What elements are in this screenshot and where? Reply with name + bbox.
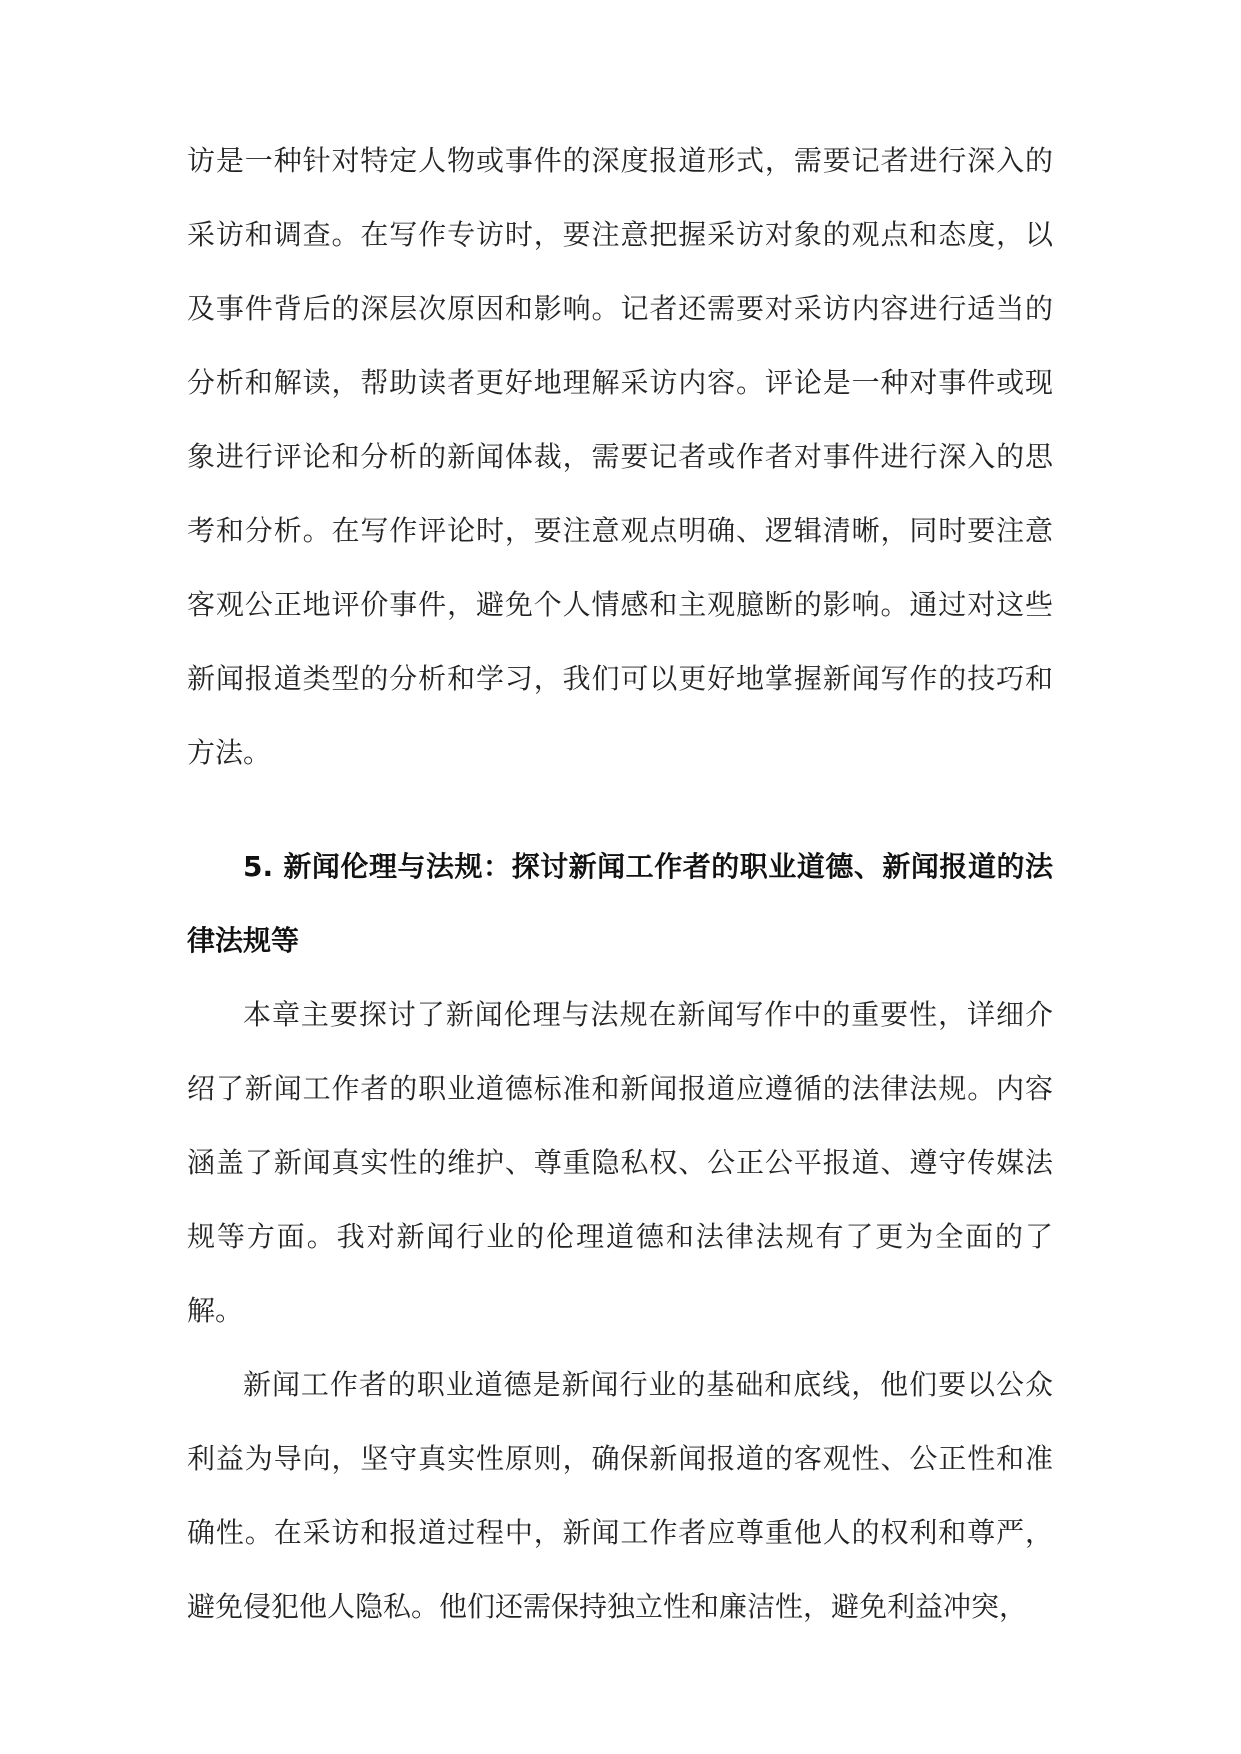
paragraph-continuation: 访是一种针对特定人物或事件的深度报道形式，需要记者进行深入的采访和调查。在写作专访时，要注意把握采访对象的观点和态度，以及事件背后的深层次原因和影响。记者还需要对采访内容进行适当的分析和解读，帮助读者更好地理解采访内容。评论是一种对事件或现象进行评论和分析的新闻体裁，需要记者或作者对事件进行深入的思考和分析。在写作评论时，要注意观点明确、逻辑清晰，同时要注意客观公正地评价事件，避免个人情感和主观臆断的影响。通过对这些新闻报道类型的分析和学习，我们可以更好地掌握新闻写作的技巧和方法。 <box>187 144 1053 769</box>
document-body <box>187 124 1053 1644</box>
section-heading: 5. 新闻伦理与法规：探讨新闻工作者的职业道德、新闻报道的法律法规等 <box>187 850 1053 957</box>
paragraph-ethics: 新闻工作者的职业道德是新闻行业的基础和底线，他们要以公众利益为导向，坚守真实性原则，确保新闻报道的客观性、公正性和准确性。在采访和报道过程中，新闻工作者应尊重他人的权利和尊严，避免侵犯他人隐私。他们还需保持独立性和廉洁性，避免利益冲突， <box>187 1368 1053 1623</box>
paragraph-intro: 本章主要探讨了新闻伦理与法规在新闻写作中的重要性，详细介绍了新闻工作者的职业道德标准和新闻报道应遵循的法律法规。内容涵盖了新闻真实性的维护、尊重隐私权、公正公平报道、遵守传媒法规等方面。我对新闻行业的伦理道德和法律法规有了更为全面的了解。 <box>187 998 1053 1327</box>
